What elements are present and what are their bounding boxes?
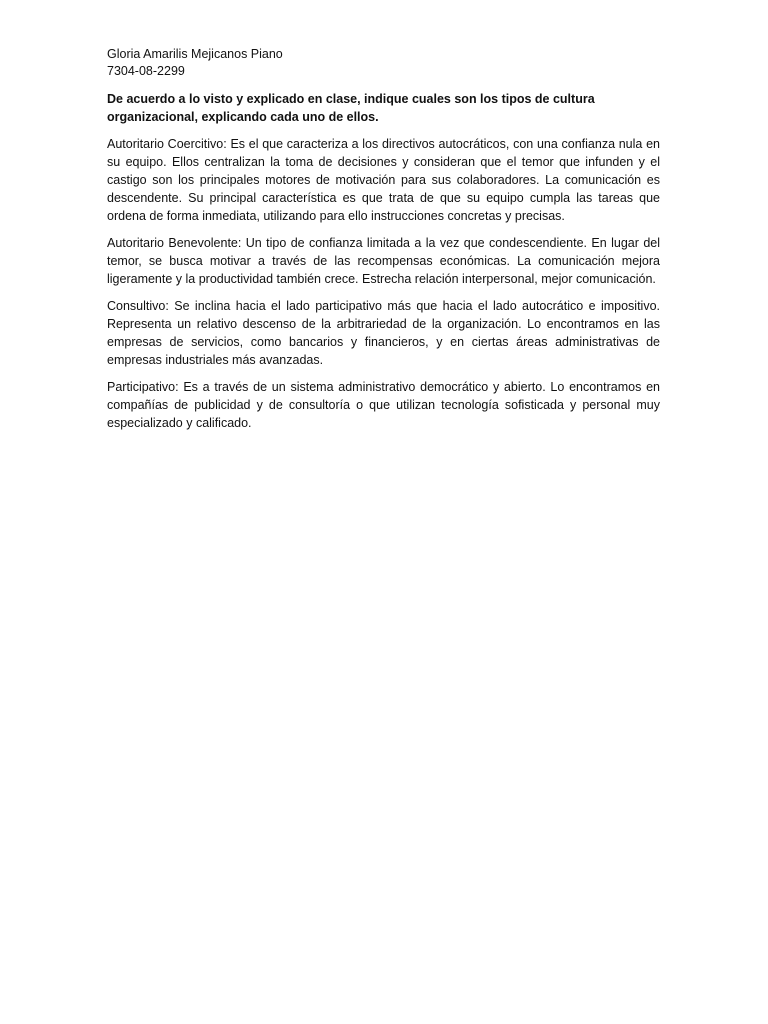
section-term: Participativo: xyxy=(107,380,179,394)
question-heading: De acuerdo a lo visto y explicado en clase, indique cuales son los tipos de cultura organizacional, explicando cada uno de ellos. xyxy=(107,92,595,124)
section-autoritario-benevolente xyxy=(107,234,660,288)
section-text: Se inclina hacia el lado participativo más que hacia el lado autocrático e impositivo. Representa un relativo descenso de la arbitrariedad de la organización. Lo encontramos en las empresas de servicios, como bancarios y financieros, y en ciertas áreas administrativas de empresas industriales más avanzadas. xyxy=(107,299,660,367)
section-participativo xyxy=(107,378,660,432)
section-consultivo xyxy=(107,297,660,369)
section-term: Autoritario Coercitivo: xyxy=(107,137,227,151)
author-id: 7304-08-2299 xyxy=(107,64,185,78)
author-name: Gloria Amarilis Mejicanos Piano xyxy=(107,47,283,61)
section-term: Consultivo: xyxy=(107,299,169,313)
section-autoritario-coercitivo xyxy=(107,135,660,225)
author-block xyxy=(107,46,660,80)
section-text: Es el que caracteriza a los directivos autocráticos, con una confianza nula en su equipo. Ellos centralizan la toma de decisiones y consideran que el temor que infunden y el castigo son los principales motores de motivación para sus colaboradores. La comunicación es descendente. Su principal característica es que trata de que su equipo cumpla las tareas que ordena de forma inmediata, utilizando para ello instrucciones concretas y precisas. xyxy=(107,137,660,223)
section-text: Es a través de un sistema administrativo democrático y abierto. Lo encontramos en compañías de publicidad y de consultoría o que utilizan tecnología sofisticada y personal muy especializado y calificado. xyxy=(107,380,660,430)
section-term: Autoritario Benevolente: xyxy=(107,236,242,250)
section-text: Un tipo de confianza limitada a la vez que condescendiente. En lugar del temor, se busca motivar a través de las recompensas económicas. La comunicación mejora ligeramente y la productividad también crece. Estrecha relación interpersonal, mejor comunicación. xyxy=(107,236,661,286)
document-page xyxy=(107,46,660,441)
